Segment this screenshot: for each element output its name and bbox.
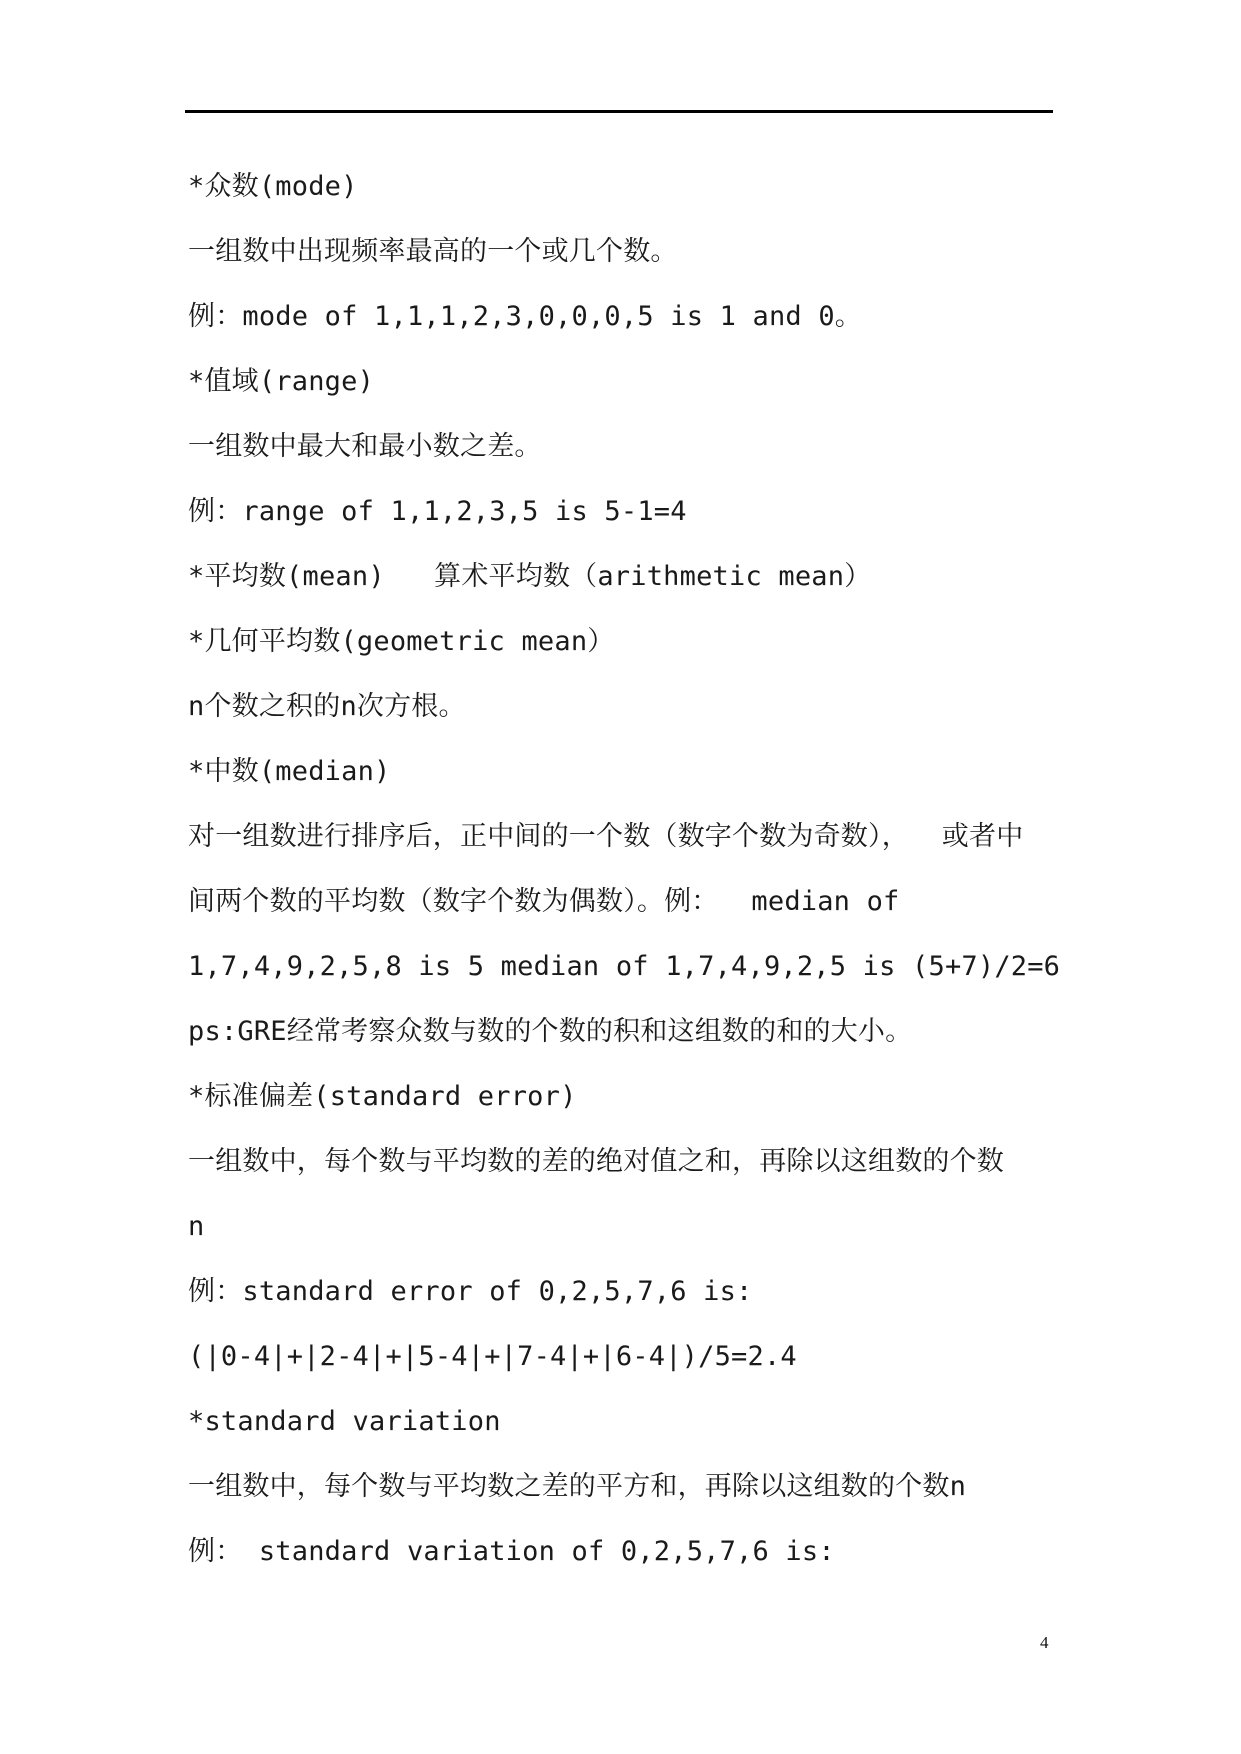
standard-error-definition-line-1: 一组数中，每个数与平均数的差的绝对值之和，再除以这组数的个数 (188, 1146, 1004, 1177)
heading-mode: *众数(mode) (188, 171, 358, 202)
page-number: 4 (1040, 1633, 1049, 1652)
median-definition-line-2: 间两个数的平均数（数字个数为偶数）。例： median of (188, 886, 900, 917)
mode-example: 例：mode of 1,1,1,2,3,0,0,0,5 is 1 and 0。 (188, 301, 862, 332)
header-rule (185, 110, 1053, 113)
heading-median: *中数(median) (188, 756, 391, 787)
standard-variation-example: 例： standard variation of 0,2,5,7,6 is: (188, 1536, 835, 1567)
heading-standard-variation: *standard variation (188, 1406, 501, 1437)
heading-mean: *平均数(mean) 算术平均数（arithmetic mean） (188, 561, 872, 592)
mode-definition: 一组数中出现频率最高的一个或几个数。 (188, 236, 678, 267)
median-example: 1,7,4,9,2,5,8 is 5 median of 1,7,4,9,2,5 is (5+7)/2=6 (188, 951, 1061, 982)
range-definition: 一组数中最大和最小数之差。 (188, 431, 542, 462)
body-text (188, 154, 1068, 1584)
heading-standard-error: *标准偏差(standard error) (188, 1081, 577, 1112)
median-definition-line-1: 对一组数进行排序后，正中间的一个数（数字个数为奇数）， 或者中 (188, 821, 1024, 852)
standard-error-definition-line-2: n (188, 1211, 205, 1242)
gre-note: ps:GRE经常考察众数与数的个数的积和这组数的和的大小。 (188, 1016, 913, 1047)
heading-geometric-mean: *几何平均数(geometric mean） (188, 626, 615, 657)
heading-range: *值域(range) (188, 366, 375, 397)
geometric-mean-definition: n个数之积的n次方根。 (188, 691, 466, 722)
standard-error-formula: (|0-4|+|2-4|+|5-4|+|7-4|+|6-4|)/5=2.4 (188, 1341, 797, 1372)
standard-variation-definition: 一组数中，每个数与平均数之差的平方和，再除以这组数的个数n (188, 1471, 967, 1502)
range-example: 例：range of 1,1,2,3,5 is 5-1=4 (188, 496, 687, 527)
standard-error-example: 例：standard error of 0,2,5,7,6 is: (188, 1276, 753, 1307)
